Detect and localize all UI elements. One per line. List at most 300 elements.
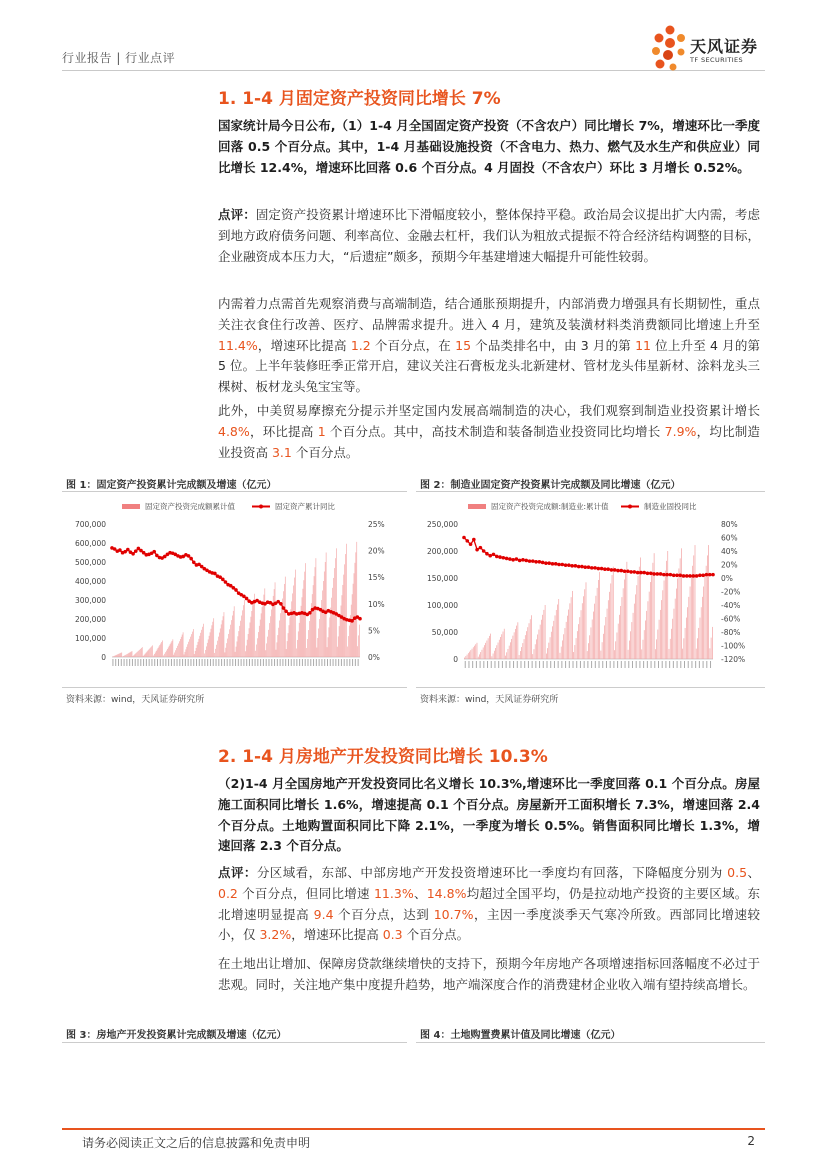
bar-mark	[530, 619, 531, 659]
bar-mark	[516, 626, 517, 659]
bar-mark	[231, 620, 232, 657]
bar-mark	[546, 654, 547, 659]
line-point	[580, 565, 584, 569]
s2p2-text-g: ，主因一季度淡季天气寒冷所致。西部同比增速较小，仅	[218, 906, 760, 943]
bar-mark	[601, 651, 602, 659]
bar-mark	[226, 648, 227, 657]
bar-mark	[572, 591, 573, 659]
line-point	[131, 552, 135, 556]
bar-mark	[124, 655, 125, 657]
bar-mark	[469, 652, 470, 659]
bar-mark	[192, 632, 193, 657]
logo-petals-icon	[648, 24, 692, 72]
figure-2-source: 资料来源：wind，天风证券研究所	[420, 695, 559, 705]
bar-mark	[115, 655, 116, 657]
figure-1-chart	[62, 494, 407, 684]
bar-mark	[134, 654, 135, 657]
line-point	[682, 574, 686, 578]
line-point	[126, 548, 130, 552]
s2p2-value-8: 0.3	[382, 927, 403, 943]
bar-mark	[520, 651, 521, 659]
bar-mark	[200, 633, 201, 657]
bar-mark	[644, 630, 645, 659]
bar-mark	[222, 620, 223, 657]
bar-mark	[284, 584, 285, 657]
bar-mark	[312, 594, 313, 657]
bar-mark	[170, 644, 171, 657]
line-point	[564, 563, 568, 567]
bar-mark	[237, 641, 238, 657]
s2p2-value-1: 0.5	[727, 865, 748, 880]
bar-mark	[573, 652, 574, 659]
bar-mark	[127, 654, 128, 657]
line-point	[669, 573, 673, 577]
bar-mark	[201, 630, 202, 657]
bar-mark	[351, 605, 352, 657]
line-point	[629, 570, 633, 574]
bar-mark	[144, 655, 145, 657]
bar-mark	[624, 579, 625, 659]
bar-mark	[629, 641, 630, 659]
bar-mark	[113, 656, 114, 657]
section-2-paragraph-2	[218, 863, 760, 946]
bar-mark	[542, 615, 543, 659]
bar-mark	[306, 648, 307, 657]
bar-mark	[539, 630, 540, 659]
bar-mark	[309, 621, 310, 657]
bar-mark	[155, 652, 156, 657]
bar-mark	[607, 609, 608, 659]
line-point	[603, 567, 607, 571]
section-1-p2-text: 固定资产投资累计增速环比下滑幅度较小，整体保持平稳。政治局会议提出扩大内需，考虑到地方政府债务问题、利率高位、金融去杠杆，我们认为粗放式提振不符合经济结构调整的目标，企业融资成本压力大，“后遗症”颇多，预期今年基建增速大幅提升可能性较弱。	[218, 207, 760, 264]
line-point	[665, 573, 669, 577]
bar-mark	[659, 620, 660, 659]
line-point	[708, 573, 712, 577]
line-point	[649, 571, 653, 575]
p4-value-2: 1	[317, 423, 326, 439]
logo-english-name: TF SECURITIES	[690, 56, 744, 64]
bar-mark	[568, 610, 569, 659]
bar-mark	[587, 651, 588, 659]
bar-mark	[347, 647, 348, 657]
figure-1-caption: 图 1：固定资产投资累计完成额及增速（亿元）	[66, 480, 277, 491]
logo-chinese-name: 天风证券	[690, 37, 759, 56]
section-1-paragraph-4	[218, 401, 760, 463]
bar-mark	[269, 623, 270, 657]
line-point	[531, 559, 535, 563]
bar-mark	[223, 616, 224, 657]
bar-mark	[148, 650, 149, 657]
bar-mark	[677, 578, 678, 659]
bar-mark	[184, 654, 185, 657]
disclaimer-note: 请务必阅读正文之后的信息披露和免责申明	[82, 1136, 311, 1150]
bar-mark	[283, 591, 284, 657]
bar-mark	[257, 638, 258, 657]
bar-mark	[186, 649, 187, 657]
bar-mark	[302, 597, 303, 657]
bar-mark	[244, 600, 245, 657]
bar-mark	[553, 621, 554, 659]
line-point	[692, 574, 696, 578]
bar-mark	[162, 640, 163, 657]
bar-mark	[343, 575, 344, 657]
bar-mark	[508, 649, 509, 659]
line-point	[475, 548, 479, 552]
line-point	[557, 563, 561, 567]
bar-mark	[114, 656, 115, 657]
line-point	[574, 564, 578, 568]
bar-mark	[690, 586, 691, 659]
line-point	[619, 569, 623, 573]
bar-mark	[352, 594, 353, 657]
bar-mark	[485, 643, 486, 659]
bar-mark	[646, 611, 647, 659]
y-left-tick-label: 300,000	[74, 596, 106, 605]
bar-mark	[169, 646, 170, 657]
legend-bar-swatch	[122, 504, 140, 509]
line-point	[502, 556, 506, 560]
bar-mark	[685, 628, 686, 659]
line-point	[192, 561, 196, 565]
bar-mark	[239, 626, 240, 657]
bar-mark	[240, 621, 241, 657]
bar-mark	[252, 611, 253, 657]
bar-mark	[129, 653, 130, 657]
bar-mark	[548, 643, 549, 659]
line-point	[213, 572, 217, 576]
bar-mark	[261, 613, 262, 657]
bar-mark	[712, 627, 713, 659]
p3-value-4: 11	[635, 337, 651, 353]
bar-mark	[707, 555, 708, 659]
bar-mark	[145, 654, 146, 657]
bar-mark	[561, 647, 562, 659]
bar-mark	[472, 649, 473, 659]
s2p2-value-2: 0.2	[218, 885, 238, 901]
bar-mark	[181, 637, 182, 657]
y-right-tick-label: 0%	[721, 574, 733, 583]
line-point	[659, 572, 663, 576]
bar-mark	[224, 612, 225, 657]
bar-mark	[706, 566, 707, 659]
s2p2-text-a: 分区域看，东部、中部房地产开发投资增速环比一季度均有回落，下降幅度分别为	[256, 865, 728, 880]
line-point	[646, 571, 650, 575]
bar-mark	[492, 656, 493, 659]
figure-2-bottom-rule	[416, 687, 765, 688]
bar-mark	[315, 567, 316, 657]
bar-mark	[298, 631, 299, 657]
y-right-tick-label: 5%	[368, 626, 380, 636]
figure-2-svg	[416, 494, 765, 684]
bar-mark	[202, 627, 203, 657]
bar-mark	[540, 625, 541, 659]
bar-mark	[519, 655, 520, 659]
y-right-tick-label: 20%	[721, 560, 738, 570]
bar-mark	[122, 656, 123, 657]
bar-mark	[233, 611, 234, 657]
line-point	[511, 558, 515, 562]
bar-mark	[234, 606, 235, 657]
bar-mark	[357, 646, 358, 657]
bar-mark	[236, 647, 237, 657]
y-right-tick-label: 40%	[721, 547, 738, 556]
bar-mark	[258, 632, 259, 657]
bar-mark	[336, 548, 337, 657]
y-right-tick-label: 20%	[368, 546, 385, 556]
bar-mark	[575, 645, 576, 659]
bar-mark	[326, 553, 327, 658]
bar-mark	[199, 639, 200, 657]
bar-mark	[488, 638, 489, 659]
bar-mark	[177, 646, 178, 657]
bar-mark	[263, 601, 264, 657]
line-point	[593, 566, 597, 570]
bar-mark	[274, 589, 275, 657]
s2p2-value-6: 10.7%	[433, 906, 474, 922]
bar-mark	[132, 651, 133, 657]
bar-mark	[126, 654, 127, 657]
bar-mark	[325, 562, 326, 657]
line-point	[711, 573, 715, 577]
bar-mark	[581, 610, 582, 659]
bar-mark	[187, 644, 188, 657]
bar-mark	[648, 601, 649, 659]
bar-mark	[560, 653, 561, 659]
line-point	[606, 567, 610, 571]
bar-mark	[349, 626, 350, 657]
bar-mark	[130, 652, 131, 657]
legend-bar-label: 固定资产投资完成额累计值	[145, 502, 235, 511]
bar-mark	[216, 645, 217, 657]
bar-mark	[658, 630, 659, 659]
bar-mark	[487, 641, 488, 659]
bar-mark	[118, 654, 119, 657]
line-point	[465, 539, 469, 543]
bar-mark	[608, 600, 609, 659]
bar-mark	[541, 620, 542, 659]
bar-mark	[676, 589, 677, 659]
bar-mark	[327, 647, 328, 657]
y-left-tick-label: 500,000	[74, 558, 106, 567]
bar-mark	[589, 635, 590, 659]
bar-mark	[344, 564, 345, 657]
bar-mark	[154, 654, 155, 657]
bar-mark	[684, 638, 685, 659]
bar-mark	[176, 648, 177, 657]
s2p2-value-5: 9.4	[313, 906, 334, 922]
bar-mark	[650, 582, 651, 659]
bar-mark	[218, 637, 219, 657]
bar-mark	[288, 633, 289, 657]
line-point	[656, 572, 660, 576]
bar-mark	[556, 610, 557, 659]
bar-mark	[230, 625, 231, 657]
bar-mark	[324, 572, 325, 658]
bar-mark	[545, 605, 546, 659]
line-point	[495, 555, 499, 559]
line-point	[118, 548, 122, 552]
bar-mark	[173, 639, 174, 657]
bar-mark	[259, 626, 260, 657]
bar-mark	[174, 653, 175, 657]
bar-mark	[478, 657, 479, 659]
bar-mark	[270, 616, 271, 657]
bar-mark	[173, 655, 174, 657]
bar-mark	[582, 603, 583, 659]
bar-mark	[482, 650, 483, 659]
bar-mark	[356, 542, 357, 657]
bar-mark	[697, 638, 698, 659]
bar-mark	[635, 594, 636, 659]
bar-mark	[140, 649, 141, 657]
bar-mark	[604, 625, 605, 659]
bar-mark	[670, 639, 671, 659]
bar-mark	[475, 644, 476, 659]
bar-mark	[153, 655, 154, 657]
bar-mark	[518, 622, 519, 659]
bar-mark	[199, 636, 200, 657]
bar-mark	[686, 618, 687, 659]
p3-text-e: 位上升至 4 月的第 5 位。上半年装修旺季正常开启，建议关注石膏板龙头北新建材、管材龙头伟星新材、涂料龙头三棵树、板材龙头兔宝宝等。	[218, 337, 760, 395]
bar-mark	[213, 622, 214, 657]
bar-mark	[691, 576, 692, 659]
bar-mark	[215, 649, 216, 657]
bar-mark	[510, 642, 511, 659]
bar-mark	[250, 622, 251, 657]
figure-2-chart	[416, 494, 765, 684]
bar-mark	[682, 649, 683, 659]
p3-text-c: 个百分点，在	[370, 337, 456, 353]
bar-mark	[183, 632, 184, 657]
bar-mark	[123, 656, 124, 657]
y-left-tick-label: 150,000	[426, 574, 458, 583]
line-point	[498, 555, 502, 559]
bar-mark	[617, 632, 618, 659]
bar-mark	[179, 641, 180, 657]
line-point	[698, 574, 702, 578]
bar-mark	[618, 624, 619, 659]
bar-mark	[662, 590, 663, 659]
bar-mark	[339, 626, 340, 657]
y-right-tick-label: 25%	[368, 520, 385, 529]
bar-mark	[627, 562, 628, 659]
line-point	[587, 565, 591, 569]
bar-mark	[348, 636, 349, 657]
bar-mark	[667, 551, 668, 659]
section-2-paragraph-1	[218, 774, 760, 857]
bar-mark	[578, 624, 579, 659]
bar-mark	[693, 555, 694, 659]
bar-mark	[529, 623, 530, 659]
bar-mark	[570, 603, 571, 659]
s2p2-text-e: 均超过全国平均，仍是拉动地产投资的主要区域。东北增速明显提高	[218, 885, 760, 922]
bar-mark	[577, 631, 578, 659]
y-left-tick-label: 100,000	[74, 634, 106, 643]
y-left-tick-label: 200,000	[426, 547, 458, 556]
legend-line-label: 制造业固投同比	[644, 502, 697, 511]
bar-mark	[468, 653, 469, 659]
bar-mark	[255, 651, 256, 657]
bar-mark	[656, 639, 657, 659]
bar-mark	[241, 616, 242, 657]
line-point	[534, 560, 538, 564]
bar-mark	[232, 615, 233, 657]
bar-mark	[152, 645, 153, 657]
bar-mark	[143, 656, 144, 657]
bar-mark	[275, 582, 276, 657]
bar-mark	[206, 646, 207, 657]
bar-mark	[337, 647, 338, 657]
bar-mark	[121, 653, 122, 657]
bar-mark	[358, 635, 359, 657]
bar-mark	[562, 640, 563, 659]
bar-mark	[687, 607, 688, 659]
s2p2-text-h: ，增速环比提高	[291, 927, 383, 943]
bar-mark	[128, 653, 129, 657]
bar-mark	[268, 630, 269, 657]
bar-mark	[558, 599, 559, 659]
bar-mark	[138, 651, 139, 657]
bar-mark	[194, 654, 195, 657]
line-point	[189, 557, 193, 561]
p3-text-d: 个品类排名中，由 3 月的第	[471, 337, 636, 353]
bar-mark	[193, 629, 194, 657]
y-right-tick-label: 15%	[368, 573, 385, 583]
section-1-p1-text: 国家统计局今日公布,（1）1-4 月全国固定资产投资（不含农户）同比增长 7%，增速环比一季度回落 0.5 个百分点。其中，1-4 月基础设施投资（不含电力、热力、燃气及水生产和供应业）同比增长 12.4%，增速环比回落 0.6 个百分点。4 月固投（不含农户）环比 3 月增长 0.52%。	[218, 118, 760, 175]
bar-mark	[207, 643, 208, 657]
bar-mark	[317, 648, 318, 658]
bar-mark	[238, 636, 239, 657]
bar-mark	[661, 600, 662, 659]
bar-mark	[185, 652, 186, 657]
bar-mark	[346, 544, 347, 657]
bar-mark	[319, 619, 320, 657]
bar-mark	[166, 651, 167, 657]
s2p2-text-c: 个百分点，但同比增速	[237, 885, 374, 901]
bar-mark	[552, 626, 553, 659]
bar-mark	[701, 607, 702, 659]
line-point	[152, 550, 156, 554]
bar-mark	[513, 636, 514, 659]
bar-mark	[239, 631, 240, 657]
bar-mark	[307, 639, 308, 657]
bar-mark	[536, 639, 537, 659]
figure-1-bottom-rule	[62, 687, 407, 688]
bar-mark	[498, 643, 499, 659]
bar-mark	[702, 597, 703, 659]
bar-mark	[493, 654, 494, 659]
bar-mark	[280, 613, 281, 657]
bar-mark	[504, 629, 505, 659]
bar-mark	[265, 650, 266, 657]
line-point	[633, 570, 637, 574]
bar-mark	[594, 604, 595, 659]
bar-mark	[256, 645, 257, 657]
line-point	[701, 574, 705, 578]
line-point	[221, 578, 225, 582]
line-point	[610, 568, 614, 572]
line-point	[544, 561, 548, 565]
p3-value-3: 15	[455, 337, 472, 353]
bar-mark	[228, 634, 229, 657]
y-left-tick-label: 0	[453, 655, 458, 664]
bar-mark	[220, 628, 221, 657]
bar-mark	[499, 640, 500, 659]
bar-mark	[625, 571, 626, 659]
bar-mark	[474, 646, 475, 659]
bar-mark	[359, 625, 360, 657]
y-left-tick-label: 200,000	[74, 615, 106, 624]
